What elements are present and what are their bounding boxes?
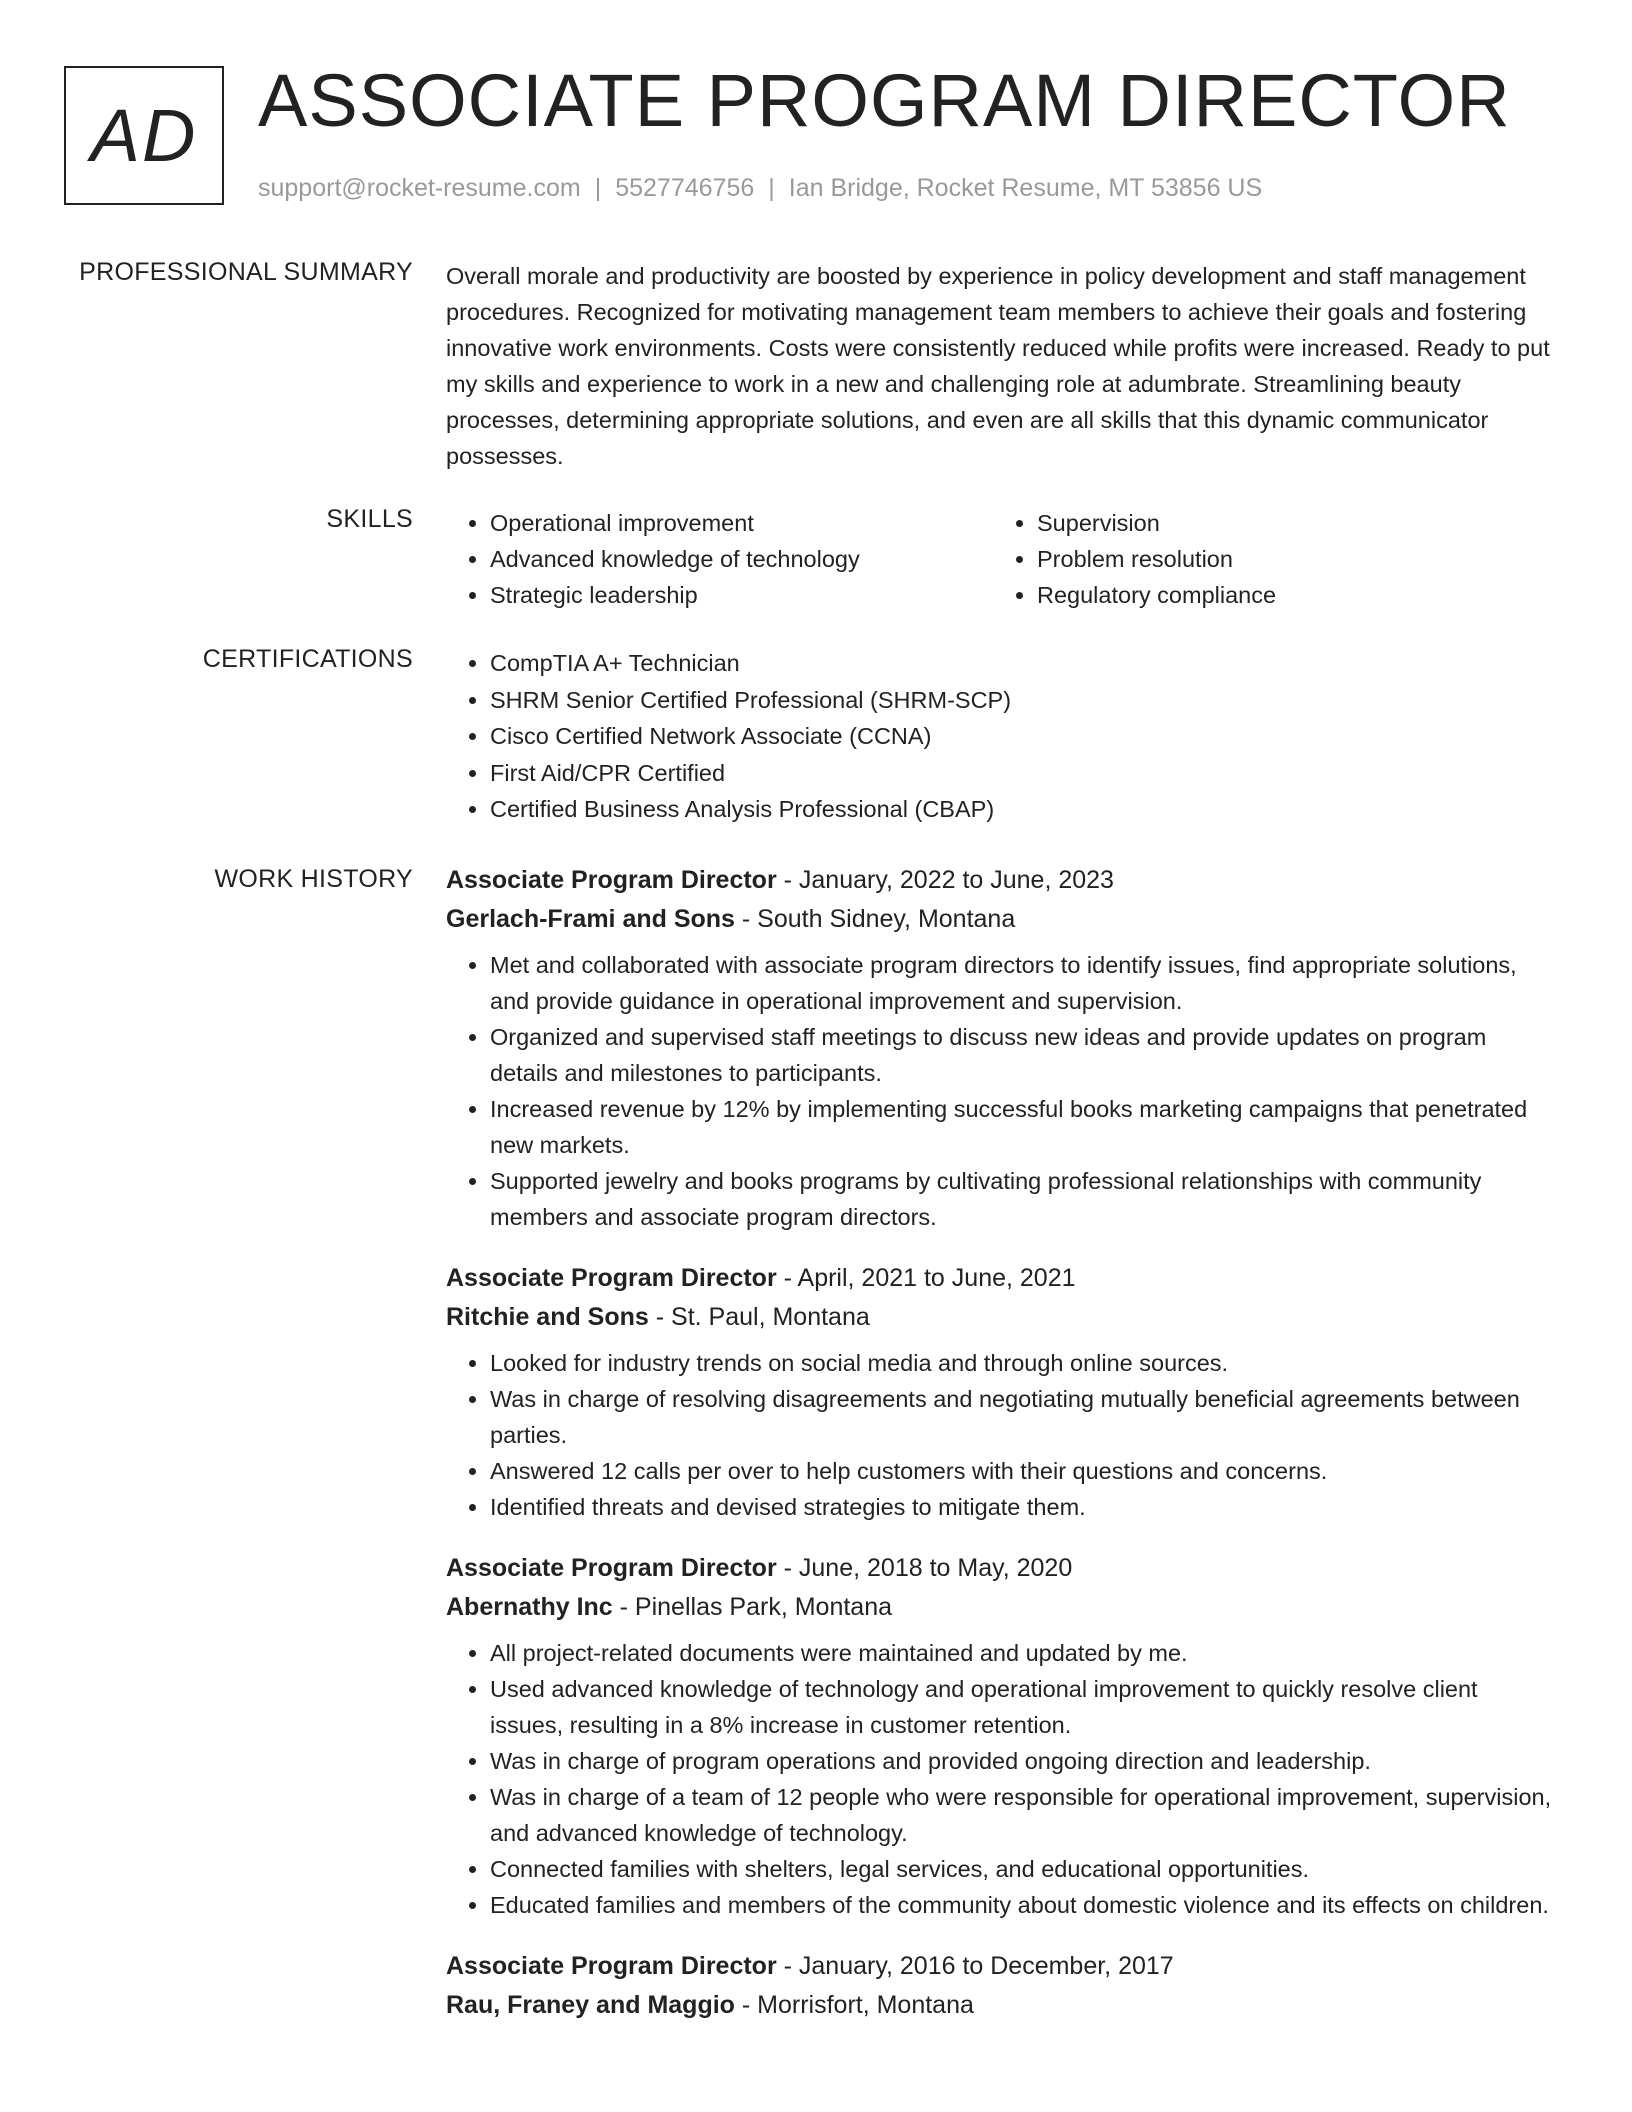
job-title: Associate Program Director <box>446 866 777 894</box>
contact-separator: | <box>768 174 775 202</box>
job-bullet: • Answered 12 calls per over to help customers with their questions and concerns. <box>490 1453 1556 1489</box>
certifications-body <box>446 645 1556 828</box>
skill-item: • Supervision <box>1037 505 1540 541</box>
contact-line <box>258 174 1262 203</box>
skill-item: • Regulatory compliance <box>1037 577 1540 613</box>
job-title-line <box>446 861 1556 900</box>
summary-text: Overall morale and productivity are boosted by experience in policy development and staff management procedures. Recognized for motivating management team members to achieve their goals and fostering innovative work environments. Costs were consistently reduced while profits were increased. Ready to put my skills and experience to work in a new and challenging role at adumbrate. Streamlining beauty processes, determining appropriate solutions, and even are all skills that this dynamic communicator possesses. <box>446 263 1550 469</box>
work-history-heading: WORK HISTORY <box>214 865 413 893</box>
work-history-body <box>446 861 1556 2049</box>
skills-heading: SKILLS <box>326 505 413 533</box>
job-title-line <box>446 1947 1556 1986</box>
job-bullet: • Educated families and members of the community about domestic violence and its effects on children. <box>490 1887 1556 1923</box>
job-dates: - April, 2021 to June, 2021 <box>776 1264 1076 1292</box>
job-company-line <box>446 1986 1556 2025</box>
job-title-line <box>446 1259 1556 1298</box>
job-bullets <box>446 1345 1556 1525</box>
job-company: Gerlach-Frami and Sons <box>446 905 735 933</box>
skills-list-left <box>446 505 993 613</box>
job-dates: - June, 2018 to May, 2020 <box>776 1554 1073 1582</box>
job-entry <box>446 1947 1556 2025</box>
contact-email: support@rocket-resume.com <box>258 174 581 202</box>
certifications-heading: CERTIFICATIONS <box>202 645 413 673</box>
job-company-line <box>446 900 1556 939</box>
certification-item: • SHRM Senior Certified Professional (SHRM-SCP) <box>490 682 1556 719</box>
contact-address: Ian Bridge, Rocket Resume, MT 53856 US <box>788 174 1263 202</box>
job-bullet: • Identified threats and devised strategies to mitigate them. <box>490 1489 1556 1525</box>
job-company-line <box>446 1298 1556 1337</box>
job-location: - Pinellas Park, Montana <box>612 1593 892 1621</box>
job-title: Associate Program Director <box>446 1554 777 1582</box>
job-entry <box>446 1549 1556 1923</box>
job-bullet: • Was in charge of a team of 12 people who were responsible for operational improvement, supervision, and advanced knowledge of technology. <box>490 1779 1556 1851</box>
skill-item: • Strategic leadership <box>490 577 993 613</box>
job-bullet: • Used advanced knowledge of technology and operational improvement to quickly resolve client issues, resulting in a 8% increase in customer retention. <box>490 1671 1556 1743</box>
job-bullet: • Met and collaborated with associate program directors to identify issues, find appropriate solutions, and provide guidance in operational improvement and supervision. <box>490 947 1556 1019</box>
job-location: - Morrisfort, Montana <box>734 1991 974 2019</box>
certification-item: • First Aid/CPR Certified <box>490 755 1556 792</box>
resume-header <box>64 59 1564 216</box>
contact-separator: | <box>594 174 602 202</box>
job-bullet: • Increased revenue by 12% by implementing successful books marketing campaigns that penetrated new markets. <box>490 1091 1556 1163</box>
job-dates: - January, 2022 to June, 2023 <box>776 866 1114 894</box>
job-dates: - January, 2016 to December, 2017 <box>776 1952 1174 1980</box>
job-bullet: • Was in charge of program operations and provided ongoing direction and leadership. <box>490 1743 1556 1779</box>
monogram-logo: AD <box>64 66 224 205</box>
job-bullet: • Was in charge of resolving disagreements and negotiating mutually beneficial agreements between parties. <box>490 1381 1556 1453</box>
job-bullet: • Connected families with shelters, legal services, and educational opportunities. <box>490 1851 1556 1887</box>
job-entry <box>446 1259 1556 1525</box>
summary-body <box>446 258 1556 474</box>
skill-item: • Problem resolution <box>1037 541 1540 577</box>
job-bullet: • Organized and supervised staff meetings to discuss new ideas and provide updates on program details and milestones to participants. <box>490 1019 1556 1091</box>
summary-heading: PROFESSIONAL SUMMARY <box>79 258 413 286</box>
job-location: - St. Paul, Montana <box>648 1303 870 1331</box>
job-bullets <box>446 1635 1556 1923</box>
job-company: Rau, Franey and Maggio <box>446 1991 735 2019</box>
skills-list-right <box>993 505 1540 613</box>
certifications-list <box>446 645 1556 828</box>
job-company: Abernathy Inc <box>446 1593 613 1621</box>
job-title: Associate Program Director <box>446 1952 777 1980</box>
certification-item: • CompTIA A+ Technician <box>490 645 1556 682</box>
job-bullets <box>446 947 1556 1235</box>
skills-body <box>446 505 1556 613</box>
job-bullet: • Looked for industry trends on social media and through online sources. <box>490 1345 1556 1381</box>
job-title-line <box>446 1549 1556 1588</box>
job-company-line <box>446 1588 1556 1627</box>
job-company: Ritchie and Sons <box>446 1303 649 1331</box>
resume-title: ASSOCIATE PROGRAM DIRECTOR <box>258 59 1511 142</box>
contact-phone: 5527746756 <box>615 174 755 202</box>
certification-item: • Certified Business Analysis Professional (CBAP) <box>490 791 1556 828</box>
certification-item: • Cisco Certified Network Associate (CCNA) <box>490 718 1556 755</box>
job-bullet: • Supported jewelry and books programs by cultivating professional relationships with community members and associate program directors. <box>490 1163 1556 1235</box>
job-title: Associate Program Director <box>446 1264 777 1292</box>
skill-item: • Advanced knowledge of technology <box>490 541 993 577</box>
skill-item: • Operational improvement <box>490 505 993 541</box>
job-bullet: • All project-related documents were maintained and updated by me. <box>490 1635 1556 1671</box>
job-location: - South Sidney, Montana <box>734 905 1016 933</box>
job-entry <box>446 861 1556 1235</box>
